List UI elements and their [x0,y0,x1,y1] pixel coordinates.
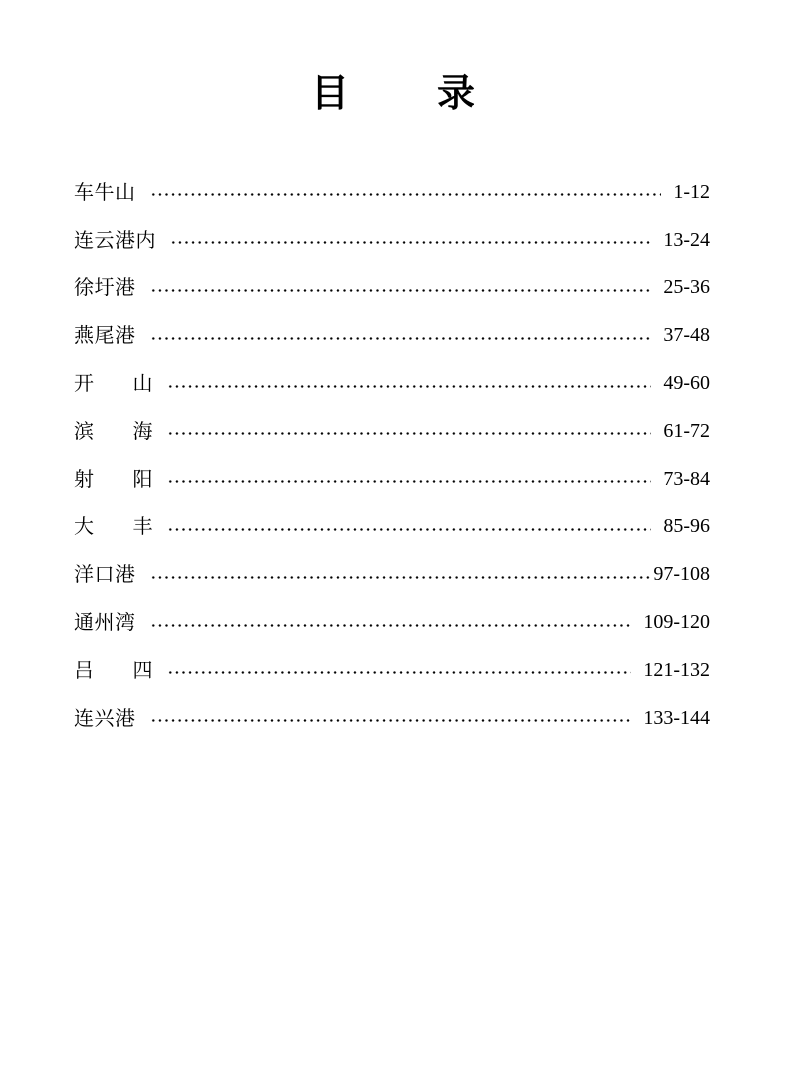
dot-leader [167,480,651,483]
dot-leader [150,337,652,340]
toc-entry-pages: 97-108 [653,563,710,586]
dot-leader [167,671,631,674]
toc-entry[interactable] [74,311,710,359]
toc-entry-pages: 133-144 [643,706,710,729]
toc-entry-label-part: 海 [132,418,153,443]
dot-leader [170,241,651,244]
toc-entry-label-part: 阳 [132,466,153,491]
toc-entry-pages: 61-72 [663,419,710,442]
toc-entry-label: 洋口港 [74,562,136,587]
toc-entry[interactable] [74,550,710,598]
toc-entry-pages: 109-120 [643,611,710,634]
toc-entry-label [74,460,153,498]
toc-entry-label-part: 开 [74,371,95,396]
toc-entry-label: 燕尾港 [74,323,136,348]
table-of-contents [74,168,710,742]
toc-entry-label-part: 滨 [74,418,95,443]
toc-entry-pages: 121-132 [643,658,710,681]
toc-entry[interactable] [74,598,710,646]
toc-entry-label-part: 山 [132,371,153,396]
toc-entry-pages: 25-36 [663,276,710,299]
dot-leader [150,193,662,196]
toc-entry[interactable] [74,455,710,503]
toc-entry-label-part: 大 [74,514,95,539]
toc-entry-label: 连云港内 [74,227,156,252]
toc-entry-pages: 37-48 [663,324,710,347]
title-char-lu: 录 [437,71,476,115]
toc-entry-pages: 85-96 [663,515,710,538]
dot-leader [150,624,632,627]
dot-leader [150,289,652,292]
title-char-mu: 目 [311,71,350,115]
toc-entry-pages: 1-12 [673,180,710,203]
toc-entry-label-part: 射 [74,466,95,491]
toc-entry-label [74,412,153,450]
toc-entry-label [74,364,153,402]
dot-leader [150,719,632,722]
page-title [0,68,790,118]
toc-entry[interactable] [74,646,710,694]
dot-leader [150,576,654,579]
toc-entry-label-part: 丰 [132,514,153,539]
toc-entry-label-part: 四 [132,657,153,682]
toc-entry-label [74,651,153,689]
toc-entry[interactable] [74,503,710,551]
toc-entry[interactable] [74,168,710,216]
toc-entry[interactable] [74,407,710,455]
toc-entry[interactable] [74,359,710,407]
toc-entry-label: 通州湾 [74,610,136,635]
dot-leader [167,432,651,435]
toc-entry-label: 连兴港 [74,705,136,730]
toc-entry-pages: 49-60 [663,372,710,395]
dot-leader [167,385,651,388]
toc-entry-pages: 73-84 [663,467,710,490]
toc-entry-label-part: 吕 [74,657,95,682]
toc-entry[interactable] [74,694,710,742]
toc-entry[interactable] [74,216,710,264]
toc-entry-pages: 13-24 [663,228,710,251]
toc-entry-label: 车牛山 [74,179,136,204]
toc-entry[interactable] [74,264,710,312]
toc-entry-label: 徐圩港 [74,275,136,300]
toc-entry-label [74,507,153,545]
dot-leader [167,528,651,531]
